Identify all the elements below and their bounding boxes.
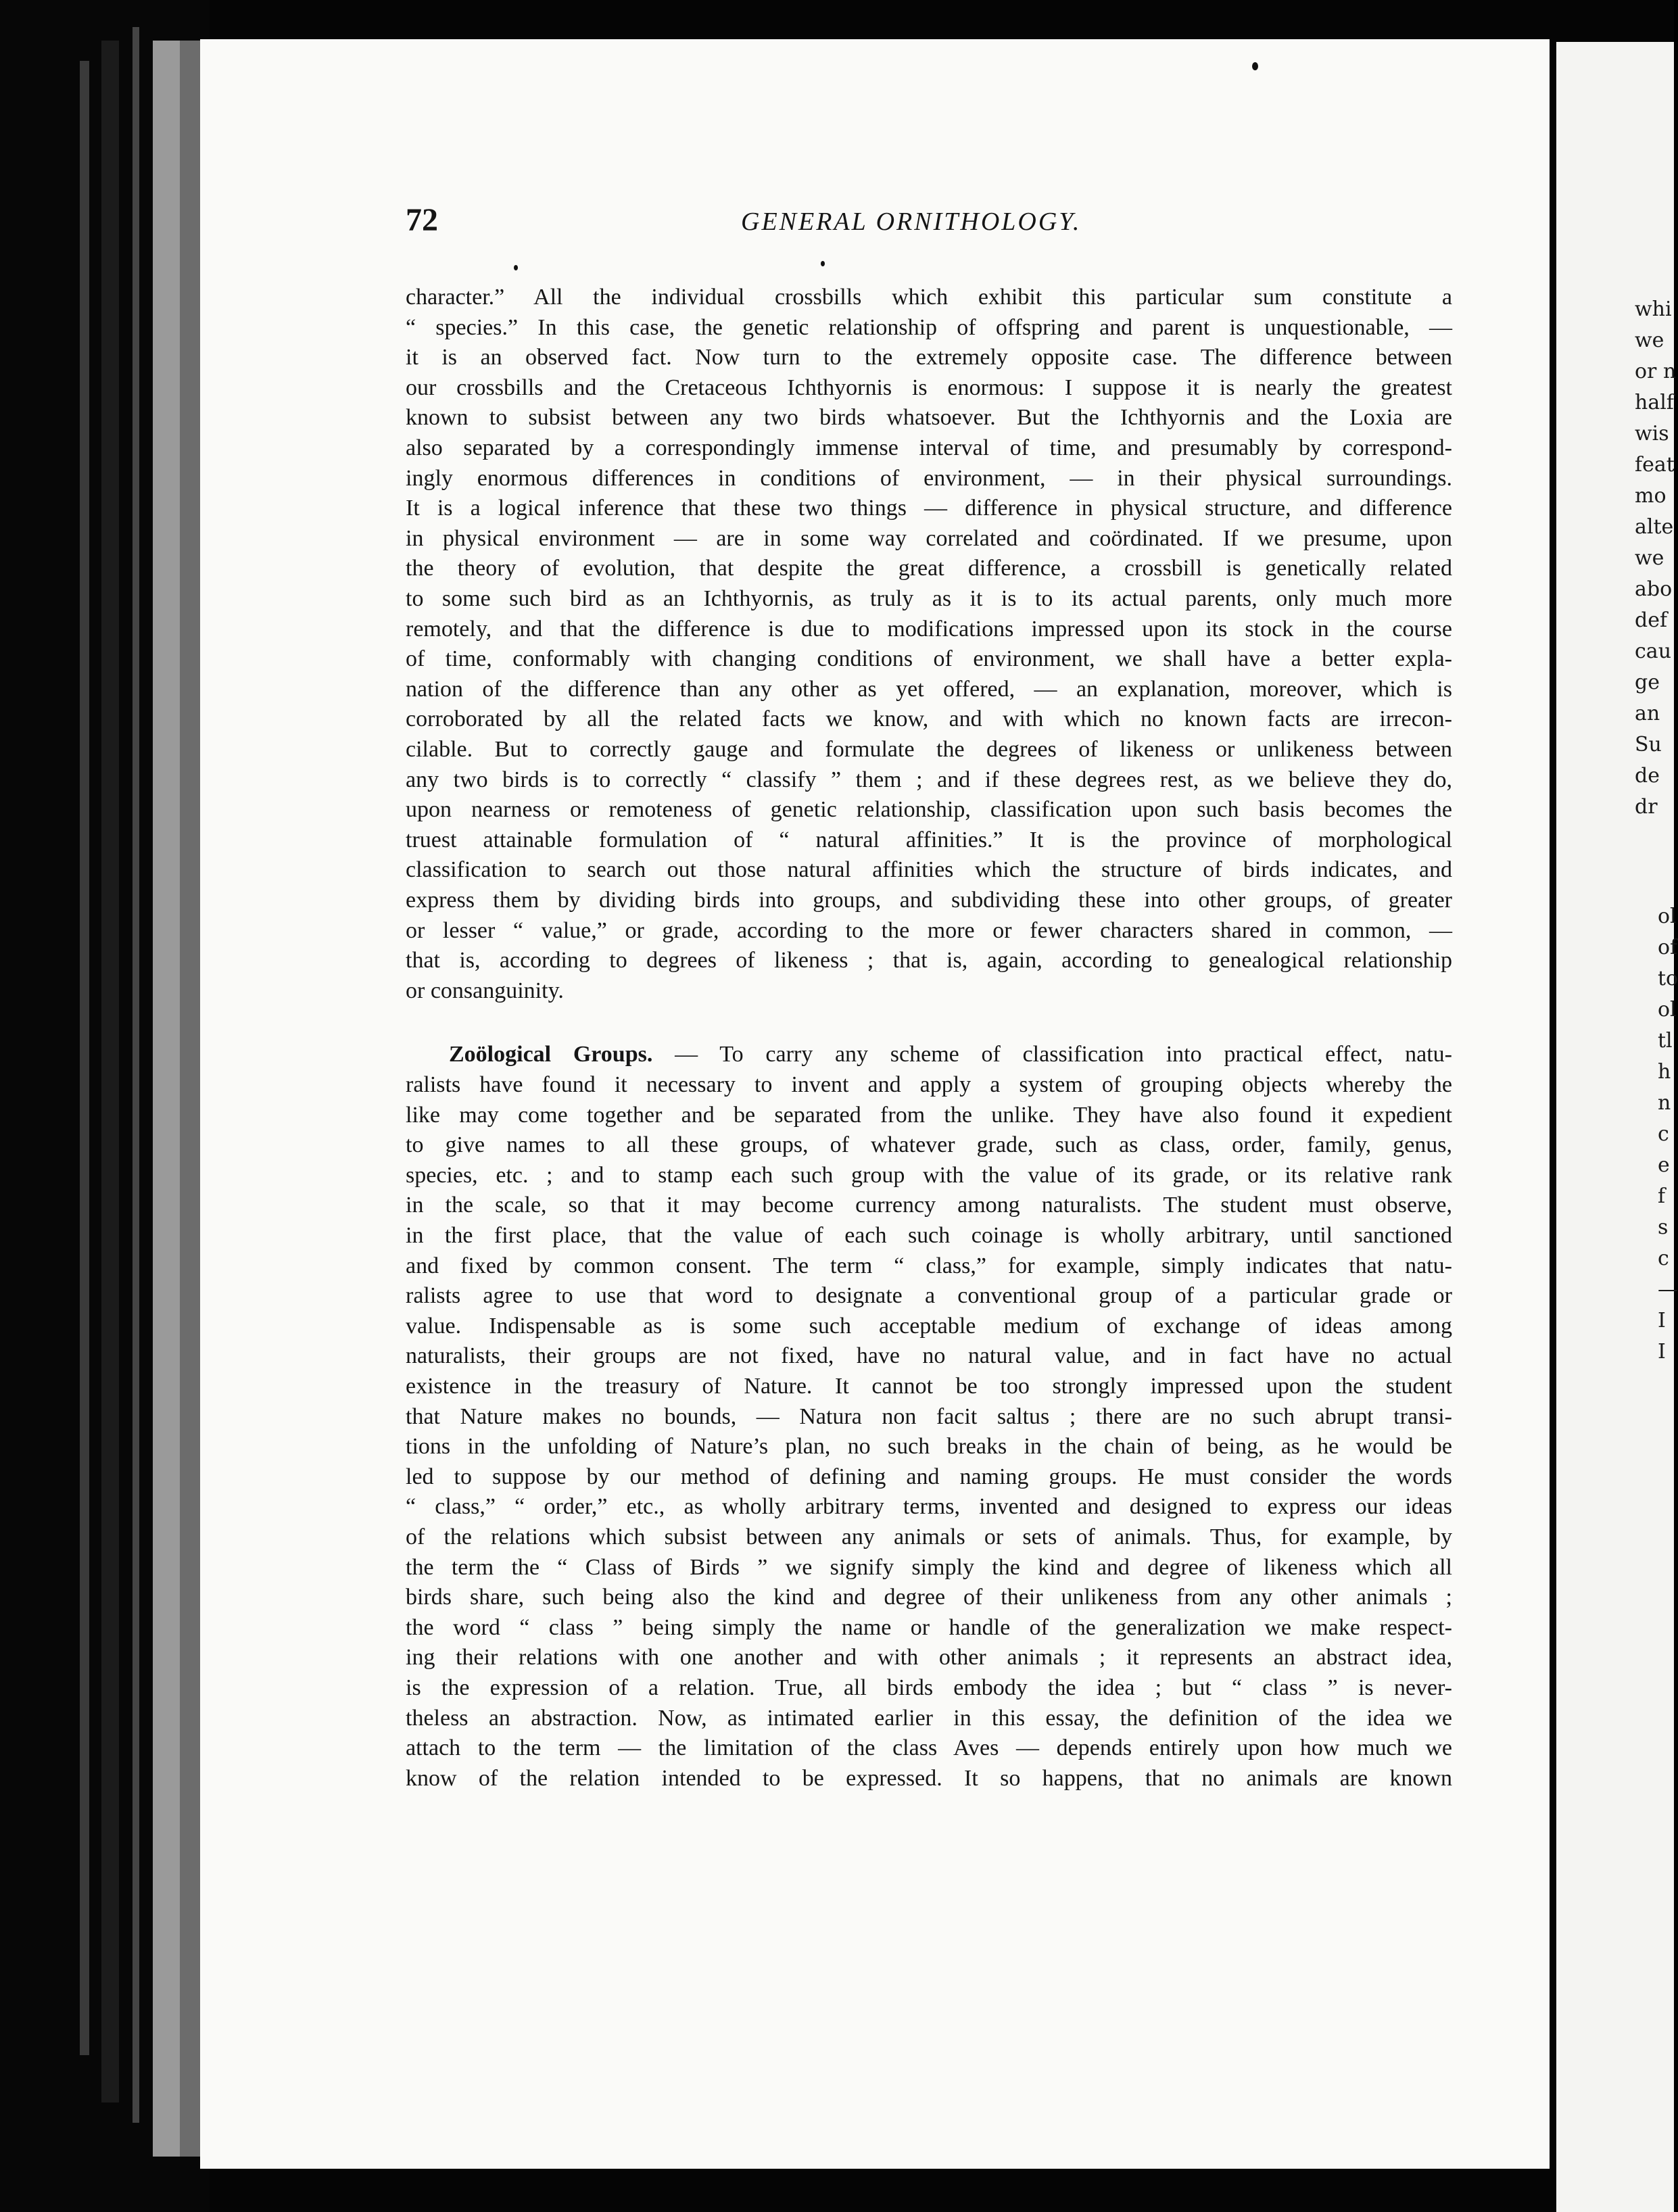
text-line: is the expression of a relation. True, all birds embody the idea ; but “ class ” is never- — [406, 1675, 1452, 1700]
next-page-fragment: half — [1635, 391, 1674, 414]
next-page-fragment: we — [1635, 329, 1664, 352]
next-page-fragment: ol — [1658, 905, 1677, 928]
text-line: existence in the treasury of Nature. It cannot be too strongly impressed upon the student — [406, 1374, 1452, 1399]
text-line: the word “ class ” being simply the name or handle of the generalization we make respect- — [406, 1615, 1452, 1640]
page-edge-stack — [180, 41, 200, 2157]
text-line: ingly enormous differences in conditions of environment, — in their physical surroundings. — [406, 466, 1452, 491]
next-page-fragment: feat — [1635, 453, 1675, 477]
next-page-fragment: n — [1658, 1091, 1671, 1115]
text-line: “ species.” In this case, the genetic relationship of offspring and parent is unquestionable, — — [406, 315, 1452, 340]
next-page-fragment: h — [1658, 1060, 1671, 1084]
binding-strip — [80, 61, 89, 2055]
text-line: in the scale, so that it may become currency among naturalists. The student must observe, — [406, 1193, 1452, 1218]
next-page-fragment: dr — [1635, 795, 1658, 819]
text-line: and fixed by common consent. The term “ class,” for example, simply indicates that natu- — [406, 1253, 1452, 1278]
text-line: to give names to all these groups, of whatever grade, such as class, order, family, genus, — [406, 1132, 1452, 1157]
next-page-fragment: abo — [1635, 577, 1673, 601]
next-page-fragment: of — [1658, 936, 1678, 959]
next-page-fragment: we — [1635, 546, 1664, 570]
text-line: character.” All the individual crossbills which exhibit this particular sum constitute a — [406, 285, 1452, 310]
next-page-fragment: I — [1658, 1309, 1666, 1332]
next-page-fragment: cau — [1635, 640, 1672, 663]
text-line: know of the relation intended to be expressed. It so happens, that no animals are known — [406, 1766, 1452, 1791]
next-page-fragment: def — [1635, 608, 1668, 632]
next-page-fragment: c — [1658, 1247, 1669, 1270]
text-line: any two birds is to correctly “ classify ” them ; and if these degrees rest, as we believe they do, — [406, 767, 1452, 792]
binding-strip — [133, 27, 139, 2123]
next-page-fragment: s — [1658, 1216, 1669, 1239]
text-line: that is, according to degrees of likeness ; that is, again, according to genealogical relationship — [406, 948, 1452, 973]
section-first-line — [449, 1041, 1452, 1068]
text-line: upon nearness or remoteness of genetic relationship, classification upon such basis becomes the — [406, 797, 1452, 822]
next-page-fragment: whi — [1635, 297, 1672, 321]
ink-speck — [1252, 62, 1258, 70]
next-page-edge — [1556, 42, 1678, 2212]
text-line: of the relations which subsist between any animals or sets of animals. Thus, for example, by — [406, 1524, 1452, 1549]
next-page-fragment: to — [1658, 967, 1678, 990]
text-line: our crossbills and the Cretaceous Ichthyornis is enormous: I suppose it is nearly the greatest — [406, 375, 1452, 400]
text-line: or consanguinity. — [406, 978, 564, 1003]
text-line: that Nature makes no bounds, — Natura non facit saltus ; there are no such abrupt transi- — [406, 1404, 1452, 1429]
text-line: species, etc. ; and to stamp each such group with the value of its grade, or its relative rank — [406, 1163, 1452, 1188]
ink-speck — [514, 265, 518, 270]
next-page-fragment: alte — [1635, 515, 1674, 539]
text-line: truest attainable formulation of “ natural affinities.” It is the province of morphological — [406, 827, 1452, 852]
next-page-fragment: ge — [1635, 671, 1660, 694]
text-line: to some such bird as an Ichthyornis, as truly as it is to its actual parents, only much more — [406, 586, 1452, 611]
text-line: cilable. But to correctly gauge and formulate the degrees of likeness or unlikeness between — [406, 737, 1452, 762]
text-line: the theory of evolution, that despite the great difference, a crossbill is genetically related — [406, 556, 1452, 581]
text-line: remotely, and that the difference is due to modifications impressed upon its stock in the course — [406, 617, 1452, 642]
text-line: attach to the term — the limitation of the class Aves — depends entirely upon how much we — [406, 1735, 1452, 1760]
text-line: value. Indispensable as is some such acceptable medium of exchange of ideas among — [406, 1314, 1452, 1339]
next-page-fragment: de — [1635, 764, 1660, 788]
next-page-fragment: e — [1658, 1153, 1670, 1177]
text-line: express them by dividing birds into groups, and subdividing these into other groups, of greater — [406, 888, 1452, 913]
next-page-fragment: mo — [1635, 484, 1667, 508]
text-line: ralists agree to use that word to designate a conventional group of a particular grade or — [406, 1283, 1452, 1308]
text-line: known to subsist between any two birds whatsoever. But the Ichthyornis and the Loxia are — [406, 405, 1452, 430]
page-edge-stack — [153, 41, 180, 2157]
next-page-fragment: c — [1658, 1122, 1669, 1146]
text-line: in the first place, that the value of each such coinage is wholly arbitrary, until sanctioned — [406, 1223, 1452, 1248]
text-line: nation of the difference than any other as yet offered, — an explanation, moreover, which is — [406, 677, 1452, 702]
next-page-fragment: tl — [1658, 1029, 1673, 1053]
section-heading: Zoölogical Groups. — [449, 1042, 653, 1067]
text-line: classification to search out those natural affinities which the structure of birds indicates, and — [406, 857, 1452, 882]
text-line: tions in the unfolding of Nature’s plan, no such breaks in the chain of being, as he would be — [406, 1434, 1452, 1459]
next-page-fragment: Su — [1635, 733, 1662, 756]
text-line: in physical environment — are in some way correlated and coördinated. If we presume, upon — [406, 526, 1452, 551]
next-page-fragment: f — [1658, 1184, 1666, 1208]
text-line: It is a logical inference that these two things — difference in physical structure, and difference — [406, 496, 1452, 521]
ink-speck — [821, 261, 825, 266]
text-line: ralists have found it necessary to invent and apply a system of grouping objects whereby the — [406, 1072, 1452, 1097]
text-line: birds share, such being also the kind and degree of their unlikeness from any other animals ; — [406, 1585, 1452, 1610]
text-line: also separated by a correspondingly immense interval of time, and presumably by correspond- — [406, 435, 1452, 460]
text-line: the term the “ Class of Birds ” we signify simply the kind and degree of likeness which all — [406, 1555, 1452, 1580]
book-binding-edge — [0, 0, 210, 2212]
binding-strip — [101, 41, 119, 2102]
next-page-fragment: or n — [1635, 360, 1677, 383]
text-line: of time, conformably with changing conditions of environment, we shall have a better expla- — [406, 646, 1452, 671]
text-line: it is an observed fact. Now turn to the extremely opposite case. The difference between — [406, 345, 1452, 370]
text-line: theless an abstraction. Now, as intimated earlier in this essay, the definition of the idea we — [406, 1706, 1452, 1731]
text-line: ing their relations with one another and with other animals ; it represents an abstract idea, — [406, 1645, 1452, 1670]
text-line: or lesser “ value,” or grade, according to the more or fewer characters shared in common, — — [406, 918, 1452, 943]
text-line: like may come together and be separated from the unlike. They have also found it expedient — [406, 1103, 1452, 1128]
next-page-fragment: I — [1658, 1340, 1666, 1364]
text-line: led to suppose by our method of defining and naming groups. He must consider the words — [406, 1464, 1452, 1489]
page-number: 72 — [406, 202, 438, 238]
text-line: naturalists, their groups are not fixed, have no natural value, and in fact have no actual — [406, 1343, 1452, 1368]
next-page-fragment: wis — [1635, 422, 1669, 446]
next-page-fragment: an — [1635, 702, 1660, 725]
next-page-fragment: — — [1658, 1278, 1678, 1301]
text-line: corroborated by all the related facts we know, and with which no known facts are irrecon- — [406, 706, 1452, 731]
running-head: GENERAL ORNITHOLOGY. — [741, 208, 1082, 236]
section-first-line-text: — To carry any scheme of classification into practical effect, natu- — [652, 1042, 1452, 1067]
text-line: “ class,” “ order,” etc., as wholly arbitrary terms, invented and designed to express our ideas — [406, 1494, 1452, 1519]
next-page-fragment: ol — [1658, 998, 1677, 1021]
